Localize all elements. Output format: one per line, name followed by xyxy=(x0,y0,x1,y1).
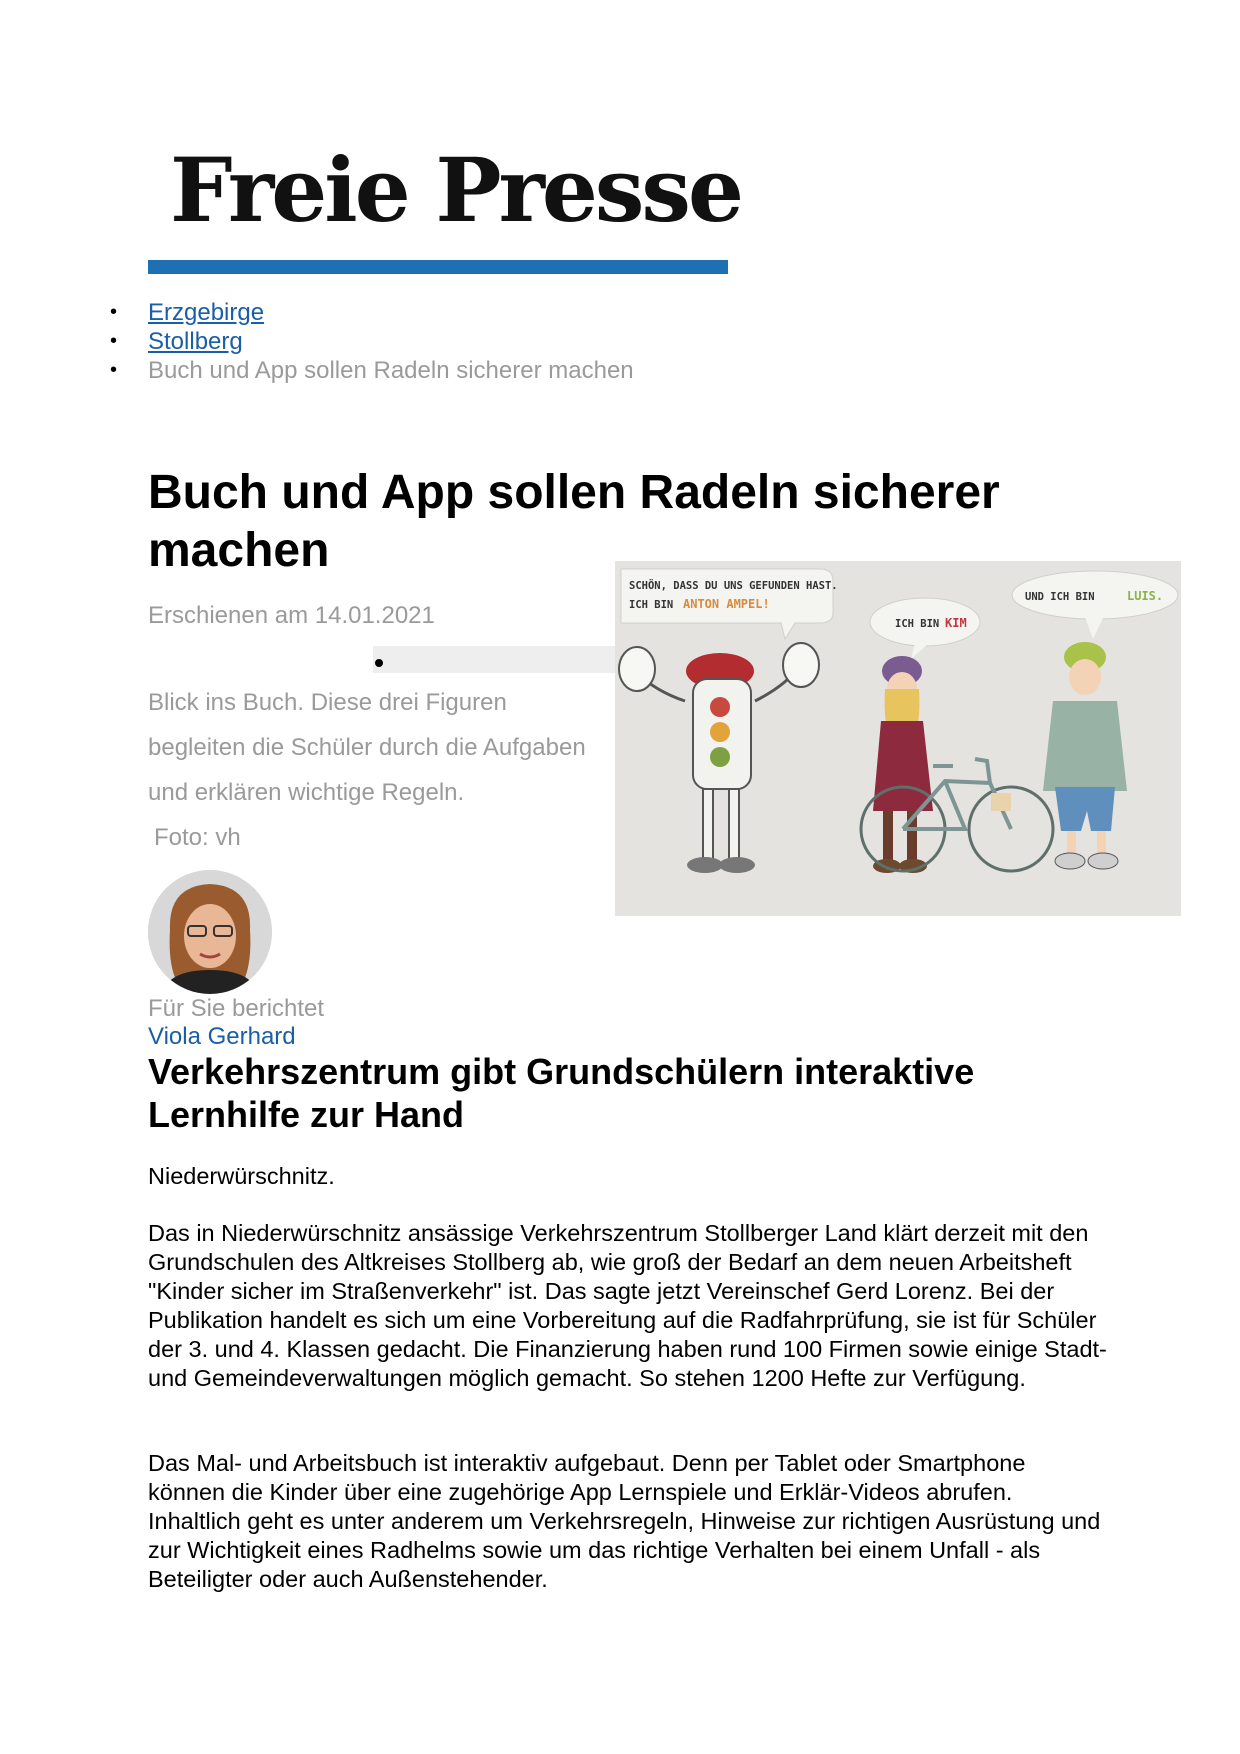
author-label: Für Sie berichtet xyxy=(148,995,325,1022)
breadcrumb xyxy=(110,298,634,385)
bubble-kim-name: KIM xyxy=(945,616,967,630)
bubble-kim-prefix: ICH BIN xyxy=(895,618,940,630)
gallery-indicator-bar xyxy=(373,646,616,673)
bubble-luis-name: LUIS. xyxy=(1127,589,1164,603)
bubble-anton-prefix: ICH BIN xyxy=(629,599,674,611)
article-subheadline: Verkehrszentrum gibt Grundschülern interaktive Lernhilfe zur Hand xyxy=(148,1051,975,1135)
image-caption xyxy=(148,680,608,860)
author-name-link[interactable]: Viola Gerhard xyxy=(148,1023,296,1050)
article-paragraph-2: Das Mal- und Arbeitsbuch ist interaktiv aufgebaut. Denn per Tablet oder Smartphone können die Kinder über eine zugehörige App Lernspiele und Erklär-Videos abrufen. Inhaltlich geht es unter anderem um Verkehrsregeln, Hinweise zur richtigen Ausrüstung und zur Wichtigkeit eines Radhelms sowie um das richtige Verhalten bei einem Unfall - als Beteiligter oder auch Außenstehender. xyxy=(148,1450,1101,1592)
breadcrumb-item-stollberg xyxy=(110,327,634,356)
breadcrumb-item-erzgebirge xyxy=(110,298,634,327)
caption-text: Blick ins Buch. Diese drei Figuren begleiten die Schüler durch die Aufgaben und erklären wichtige Regeln. xyxy=(148,689,586,806)
bubble-anton-line-1: SCHÖN, DASS DU UNS GEFUNDEN HAST. xyxy=(629,580,838,592)
logo-underline-bar xyxy=(148,260,728,274)
article-paragraph-1: Das in Niederwürschnitz ansässige Verkehrszentrum Stollberger Land klärt derzeit mit den Grundschulen des Altkreises Stollberg ab, wie groß der Bedarf an dem neuen Arbeitsheft "Kinder sicher im Straßenverkehr" ist. Das sagte jetzt Vereinschef Gerd Lorenz. Bei der Publikation handelt es sich um eine Vorbereitung auf die Radfahrprüfung, sie ist für Schüler der 3. und 4. Klassen gedacht. Die Finanzierung haben rund 100 Firmen sowie einige Stadt- und Gemeindeverwaltungen möglich gemacht. So stehen 1200 Hefte zur Verfügung. xyxy=(148,1220,1107,1391)
article-illustration[interactable] xyxy=(615,561,1181,916)
article-headline: Buch und App sollen Radeln sicherer machen xyxy=(148,466,1000,577)
photo-credit: Foto: vh xyxy=(154,824,241,851)
article-dateline: Niederwürschnitz. xyxy=(148,1163,335,1189)
breadcrumb-link-erzgebirge[interactable]: Erzgebirge xyxy=(148,299,265,326)
author-avatar xyxy=(148,870,272,994)
bubble-anton-name: ANTON AMPEL! xyxy=(683,597,770,611)
breadcrumb-current-page: Buch und App sollen Radeln sicherer machen xyxy=(148,357,634,384)
logo-wordmark: Freie Presse xyxy=(170,138,741,242)
bubble-luis-prefix: UND ICH BIN xyxy=(1025,591,1095,603)
breadcrumb-link-stollberg[interactable]: Stollberg xyxy=(148,328,243,355)
publish-date: Erschienen am 14.01.2021 xyxy=(148,602,435,629)
freie-presse-logo[interactable] xyxy=(148,138,741,275)
breadcrumb-item-current xyxy=(110,356,634,385)
gallery-indicator-dot[interactable] xyxy=(375,659,383,667)
illustration-drawing xyxy=(615,561,1181,916)
